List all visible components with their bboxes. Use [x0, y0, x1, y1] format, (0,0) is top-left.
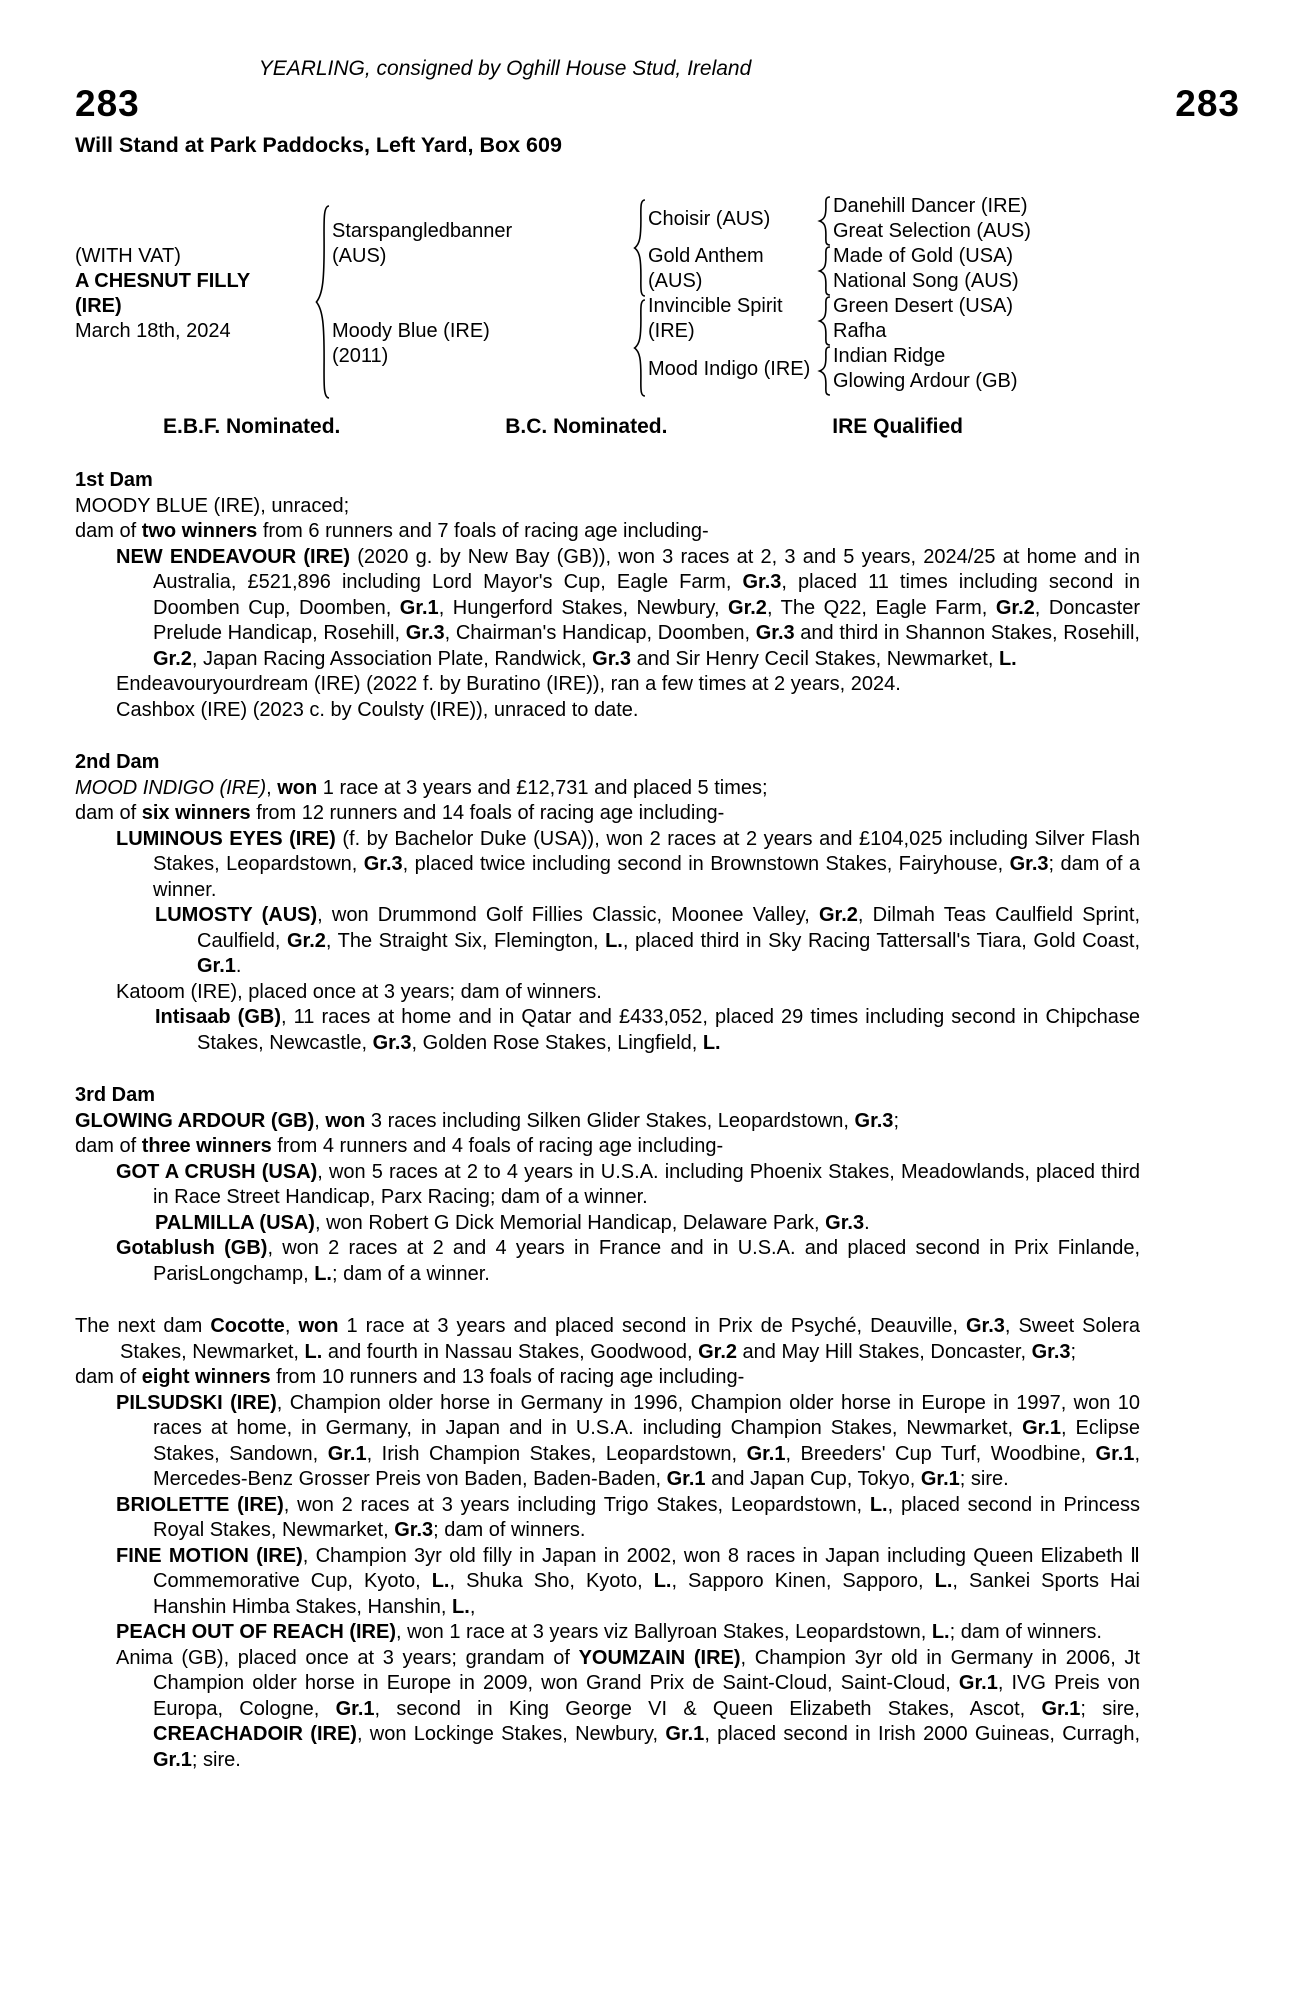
pedigree-paragraph: [75, 494, 1140, 520]
pedigree-paragraph: [75, 776, 1140, 802]
brace-icon: [816, 246, 834, 296]
ebf-nominated-label: E.B.F. Nominated.: [163, 415, 341, 438]
text-run: , Japan Racing Association Plate, Randwick,: [191, 647, 593, 670]
text-run: , placed second in Princess Royal Stakes, Newmarket,: [153, 1493, 1141, 1541]
catalogue-body: [75, 468, 1140, 1773]
text-run: ; dam of a winner.: [331, 1262, 490, 1285]
great-grandparent: Danehill Dancer (IRE): [833, 195, 1028, 217]
pedigree-name-line: Choisir (AUS): [648, 207, 771, 230]
text-run: Gr.3: [405, 622, 445, 644]
great-grandparent: Rafha: [833, 320, 887, 342]
text-run: L.: [431, 1570, 450, 1592]
pedigree-brace: [815, 344, 835, 398]
dam-section: [75, 1314, 1140, 1773]
text-run: Gr.3: [854, 1109, 894, 1132]
text-run: L.: [998, 647, 1017, 670]
text-run: , Doncaster Prelude Handicap, Rosehill,: [153, 596, 1140, 644]
section-heading: 2nd Dam: [75, 751, 160, 773]
text-run: won: [298, 1315, 339, 1337]
pedigree-name-line: Invincible Spirit: [648, 295, 783, 317]
text-run: PILSUDSKI (IRE): [116, 1391, 277, 1414]
brace-icon: [816, 196, 834, 246]
pedigree-brace: [630, 294, 650, 402]
text-run: Gr.1: [399, 596, 439, 619]
text-run: , placed twice including second in Brownstown Stakes, Fairyhouse,: [402, 853, 1010, 875]
text-run: L.: [653, 1570, 672, 1592]
text-run: , Chairman's Handicap, Doomben,: [444, 622, 756, 644]
pedigree-paragraph: [75, 698, 1140, 724]
subject-name: A CHESNUT FILLY (IRE): [75, 270, 250, 317]
text-run: Gr.1: [746, 1442, 786, 1465]
text-run: , Shuka Sho, Kyoto,: [449, 1570, 654, 1592]
text-run: YOUMZAIN (IRE): [578, 1646, 741, 1669]
text-run: L.: [931, 1621, 950, 1643]
text-run: L.: [934, 1570, 953, 1592]
text-run: ; dam of a winner.: [153, 853, 1141, 901]
pedigree-paragraph: [75, 1544, 1140, 1621]
pedigree-paragraph: [75, 1211, 1140, 1237]
pedigree-brace: [815, 194, 835, 248]
text-run: PEACH OUT OF REACH (IRE): [116, 1621, 396, 1643]
pedigree-subject: [75, 194, 310, 394]
text-run: .: [235, 955, 242, 977]
text-run: , won 1 race at 3 years viz Ballyroan Stakes, Leopardstown,: [396, 1621, 932, 1643]
pedigree-name-line: Gold Anthem: [648, 245, 764, 267]
text-run: Gr.1: [1095, 1442, 1135, 1465]
text-run: Gr.2: [153, 647, 192, 670]
text-run: , placed second in Irish 2000 Guineas, Curragh,: [704, 1723, 1141, 1745]
pedigree-paragraph: [75, 1620, 1140, 1646]
text-run: and Japan Cup, Tokyo,: [705, 1468, 921, 1490]
pedigree-grandsire-2: [648, 294, 815, 344]
vat-note: (WITH VAT): [75, 245, 181, 267]
text-run: , IVG Preis von Europa, Cologne,: [153, 1672, 1140, 1720]
text-run: , The Q22, Eagle Farm,: [766, 596, 996, 619]
text-run: LUMINOUS EYES (IRE): [116, 827, 336, 850]
text-run: , The Straight Six, Flemington,: [325, 929, 606, 952]
pedigree-paragraph: [75, 1005, 1140, 1056]
text-run: , Dilmah Teas Caulfield Sprint, Caulfield,: [197, 904, 1140, 952]
text-run: , won 2 races at 3 years including Trigo Stakes, Leopardstown,: [283, 1493, 870, 1516]
text-run: , won Lockinge Stakes, Newbury,: [356, 1723, 666, 1745]
pedigree-granddam-2: [648, 344, 815, 394]
pedigree-name-line: Mood Indigo (IRE): [648, 357, 811, 380]
text-run: Gr.1: [665, 1723, 705, 1745]
text-run: Gr.1: [666, 1468, 706, 1490]
pedigree-brace: [815, 244, 835, 298]
text-run: , won Drummond Golf Fillies Classic, Moonee Valley,: [317, 904, 819, 926]
text-run: Gr.1: [920, 1468, 960, 1490]
text-run: dam of: [75, 1366, 142, 1388]
text-run: Gr.2: [286, 929, 326, 952]
pedigree-sire: [332, 194, 630, 294]
text-run: ; sire.: [191, 1748, 241, 1771]
pedigree-paragraph: [75, 519, 1140, 545]
text-run: and Sir Henry Cecil Stakes, Newmarket,: [631, 647, 999, 670]
pedigree-paragraph: [75, 1391, 1140, 1493]
text-run: and third in Shannon Stakes, Rosehill,: [794, 622, 1140, 644]
pedigree-paragraph: [75, 1646, 1140, 1774]
text-run: , won Robert G Dick Memorial Handicap, Delaware Park,: [314, 1211, 826, 1234]
text-run: Gr.3: [755, 622, 795, 644]
text-run: .: [864, 1211, 870, 1234]
pedigree-paragraph: [75, 1314, 1140, 1365]
text-run: ; dam of winners.: [949, 1621, 1102, 1643]
text-run: Gr.3: [363, 853, 403, 875]
text-run: ; sire,: [1080, 1697, 1140, 1720]
text-run: , 11 races at home and in Qatar and £433,052, placed 29 times including second in Chipchase Stakes, Newcastle,: [197, 1006, 1141, 1054]
text-run: Cocotte: [210, 1315, 285, 1337]
pedigree-paragraph: [75, 903, 1140, 980]
text-run: dam of: [75, 802, 142, 824]
pedigree-paragraph: [75, 1134, 1140, 1160]
foal-date: March 18th, 2024: [75, 320, 231, 342]
text-run: (2020 g. by New Bay (GB)), won 3 races at 2, 3 and 5 years, 2024/25 at home and in Australia, £521,896 including Lord Mayor's Cup, Eagle Farm,: [153, 545, 1140, 593]
pedigree-paragraph: [75, 1365, 1140, 1391]
text-run: L.: [869, 1493, 888, 1516]
text-run: ,: [266, 776, 278, 799]
text-run: Gr.1: [1022, 1417, 1061, 1439]
text-run: , placed third in Sky Racing Tattersall's Tiara, Gold Coast,: [622, 929, 1141, 952]
consignor-line: YEARLING, consigned by Oghill House Stud, Ireland: [258, 57, 752, 80]
text-run: MOOD INDIGO (IRE): [75, 776, 267, 799]
text-run: two winners: [141, 520, 258, 542]
text-run: from 4 runners and 4 foals of racing age including-: [271, 1135, 724, 1157]
text-run: Gr.2: [698, 1340, 737, 1363]
pedigree-name-line: Moody Blue (IRE): [332, 320, 490, 342]
text-run: , Champion older horse in Germany in 1996, Champion older horse in Europe in 1997, won 10 races at home, in Germany, in Japan and in U.S.A. including Champion Stakes, Newmarket,: [153, 1391, 1141, 1439]
pedigree-paragraph: [75, 801, 1140, 827]
text-run: Gr.2: [995, 596, 1035, 619]
dam-section: [75, 1083, 1140, 1287]
text-run: ,: [469, 1595, 476, 1618]
pedigree-paragraph: [75, 545, 1140, 673]
text-run: ; dam of winners.: [433, 1519, 586, 1541]
great-grandparent: Made of Gold (USA): [833, 245, 1014, 267]
text-run: and May Hill Stakes, Doncaster,: [737, 1340, 1032, 1363]
pedigree-name-line: (AUS): [332, 245, 387, 267]
dam-section: [75, 468, 1140, 723]
text-run: Gr.1: [327, 1442, 367, 1465]
pedigree-grandsire-1: [648, 194, 815, 244]
text-run: Gr.3: [825, 1211, 865, 1234]
pedigree-name-line: (2011): [332, 345, 389, 367]
text-run: , Breeders' Cup Turf, Woodbine,: [785, 1442, 1096, 1465]
text-run: Katoom (IRE), placed once at 3 years; dam of winners.: [116, 980, 602, 1003]
pedigree-brace: [815, 294, 835, 348]
text-run: three winners: [141, 1135, 272, 1157]
text-run: from 10 runners and 13 foals of racing age including-: [270, 1366, 745, 1388]
brace-icon: [312, 202, 334, 402]
pedigree-paragraph: [75, 980, 1140, 1006]
brace-icon: [816, 296, 834, 346]
lot-number-row: [75, 84, 1240, 124]
text-run: Gr.3: [742, 571, 782, 593]
pedigree-paragraph: [75, 672, 1140, 698]
text-run: PALMILLA (USA): [155, 1211, 315, 1234]
text-run: ; sire.: [959, 1468, 1009, 1490]
text-run: L.: [304, 1340, 323, 1363]
text-run: 3 races including Silken Glider Stakes, Leopardstown,: [365, 1109, 855, 1132]
text-run: Gr.3: [592, 647, 632, 670]
text-run: ;: [893, 1109, 899, 1132]
text-run: Gr.2: [728, 596, 767, 619]
ire-qualified-label: IRE Qualified: [832, 415, 963, 438]
text-run: Gr.1: [335, 1697, 375, 1720]
text-run: , second in King George VI & Queen Elizabeth Stakes, Ascot,: [374, 1697, 1042, 1720]
text-run: LUMOSTY (AUS): [155, 904, 318, 926]
brace-icon: [816, 346, 834, 396]
text-run: , placed 11 times including second in Doomben Cup, Doomben,: [153, 571, 1140, 619]
text-run: ,: [284, 1315, 299, 1337]
text-run: L.: [314, 1262, 332, 1285]
text-run: from 6 runners and 7 foals of racing age including-: [257, 520, 709, 542]
text-run: won: [277, 776, 318, 799]
text-run: Anima (GB), placed once at 3 years; grandam of: [116, 1646, 579, 1669]
pedigree-granddam-1: [648, 244, 815, 294]
great-grandparent: National Song (AUS): [833, 270, 1019, 292]
pedigree-brace: [630, 194, 650, 302]
text-run: won: [325, 1109, 366, 1132]
text-run: Gr.3: [1031, 1340, 1071, 1363]
text-run: FINE MOTION (IRE): [116, 1544, 303, 1567]
text-run: L.: [605, 929, 623, 952]
text-run: ,: [314, 1109, 326, 1132]
pedigree-paragraph: [75, 1109, 1140, 1135]
text-run: 1 race at 3 years and £12,731 and placed 5 times;: [317, 776, 768, 799]
section-heading: 1st Dam: [75, 469, 153, 491]
text-run: Gr.3: [966, 1315, 1005, 1337]
text-run: NEW ENDEAVOUR (IRE): [116, 545, 351, 568]
pedigree-name-line: (IRE): [648, 320, 695, 342]
text-run: GOT A CRUSH (USA): [116, 1160, 318, 1183]
text-run: Gr.3: [394, 1519, 434, 1541]
text-run: Gr.1: [1041, 1697, 1081, 1720]
text-run: , Eclipse Stakes, Sandown,: [153, 1417, 1140, 1465]
pedigree-paragraph: [75, 827, 1140, 904]
text-run: Gr.1: [153, 1748, 192, 1771]
bc-nominated-label: B.C. Nominated.: [505, 415, 668, 438]
pedigree-paragraph: [75, 1493, 1140, 1544]
text-run: BRIOLETTE (IRE): [116, 1493, 284, 1516]
text-run: (f. by Bachelor Duke (USA)), won 2 races at 2 years and £104,025 including Silver Flash Stakes, Leopardstown,: [153, 827, 1140, 875]
pedigree-table: [75, 194, 1140, 394]
great-grandparent: Glowing Ardour (GB): [833, 370, 1018, 392]
text-run: Gr.2: [819, 904, 858, 926]
text-run: 1 race at 3 years and placed second in Prix de Psyché, Deauville,: [338, 1315, 966, 1337]
text-run: , Irish Champion Stakes, Leopardstown,: [366, 1442, 747, 1465]
text-run: , Sweet Solera Stakes, Newmarket,: [120, 1315, 1140, 1363]
text-run: , won 2 races at 2 and 4 years in France and in U.S.A. and placed second in Prix Finlande, ParisLongchamp,: [153, 1237, 1140, 1285]
text-run: Intisaab (GB): [155, 1006, 281, 1028]
pedigree-paragraph: [75, 1236, 1140, 1287]
pedigree-dam: [332, 294, 630, 394]
text-run: Endeavouryourdream (IRE) (2022 f. by Buratino (IRE)), ran a few times at 2 years, 2024.: [116, 673, 901, 695]
text-run: Cashbox (IRE) (2023 c. by Coulsty (IRE)), unraced to date.: [116, 698, 639, 721]
text-run: Gr.1: [958, 1672, 998, 1694]
text-run: , Mercedes-Benz Grosser Preis von Baden, Baden-Baden,: [153, 1442, 1140, 1490]
text-run: Gr.1: [197, 955, 236, 977]
text-run: , Hungerford Stakes, Newbury,: [438, 596, 729, 619]
nominations-row: [163, 414, 963, 440]
text-run: CREACHADOIR (IRE): [153, 1723, 357, 1745]
brace-icon: [631, 298, 649, 398]
great-grandparent: Great Selection (AUS): [833, 220, 1031, 242]
stand-location-line: Will Stand at Park Paddocks, Left Yard, Box 609: [75, 133, 562, 157]
pedigree-name-line: (AUS): [648, 270, 703, 292]
brace-icon: [631, 198, 649, 298]
text-run: MOODY BLUE (IRE), unraced;: [75, 494, 350, 517]
text-run: L.: [452, 1595, 470, 1618]
pedigree-name-line: Starspangledbanner: [332, 220, 513, 242]
lot-number-right: 283: [1175, 83, 1240, 124]
text-run: and fourth in Nassau Stakes, Goodwood,: [322, 1340, 699, 1363]
text-run: eight winners: [141, 1366, 271, 1388]
text-run: Gr.3: [1009, 853, 1049, 875]
section-heading: 3rd Dam: [75, 1084, 156, 1106]
text-run: , Champion 3yr old filly in Japan in 2002, won 8 races in Japan including Queen Elizabeth Ⅱ Commemorative Cup, Kyoto,: [153, 1544, 1140, 1592]
great-grandparent: Indian Ridge: [833, 345, 946, 367]
dam-section: [75, 750, 1140, 1056]
text-run: , won 5 races at 2 to 4 years in U.S.A. including Phoenix Stakes, Meadowlands, placed third in Race Street Handicap, Parx Racing; dam of a winner.: [153, 1160, 1140, 1208]
text-run: Gotablush (GB): [116, 1237, 268, 1259]
text-run: dam of: [75, 1135, 142, 1157]
text-run: , Champion 3yr old in Germany in 2006, Jt Champion older horse in Europe in 2009, won Grand Prix de Saint-Cloud, Saint-Cloud,: [153, 1646, 1140, 1694]
text-run: L.: [702, 1031, 721, 1054]
text-run: dam of: [75, 520, 142, 542]
great-grandparent: Green Desert (USA): [833, 295, 1014, 317]
text-run: six winners: [141, 802, 251, 824]
lot-number-left: 283: [75, 83, 140, 124]
text-run: , Sankei Sports Hai Hanshin Himba Stakes, Hanshin,: [153, 1570, 1140, 1618]
text-run: The next dam: [75, 1315, 211, 1337]
text-run: , Golden Rose Stakes, Lingfield,: [411, 1031, 703, 1054]
text-run: GLOWING ARDOUR (GB): [75, 1109, 315, 1132]
text-run: , Sapporo Kinen, Sapporo,: [671, 1570, 935, 1592]
text-run: Gr.3: [372, 1031, 412, 1054]
text-run: ;: [1070, 1340, 1077, 1363]
text-run: from 12 runners and 14 foals of racing age including-: [250, 802, 725, 824]
pedigree-paragraph: [75, 1160, 1140, 1211]
